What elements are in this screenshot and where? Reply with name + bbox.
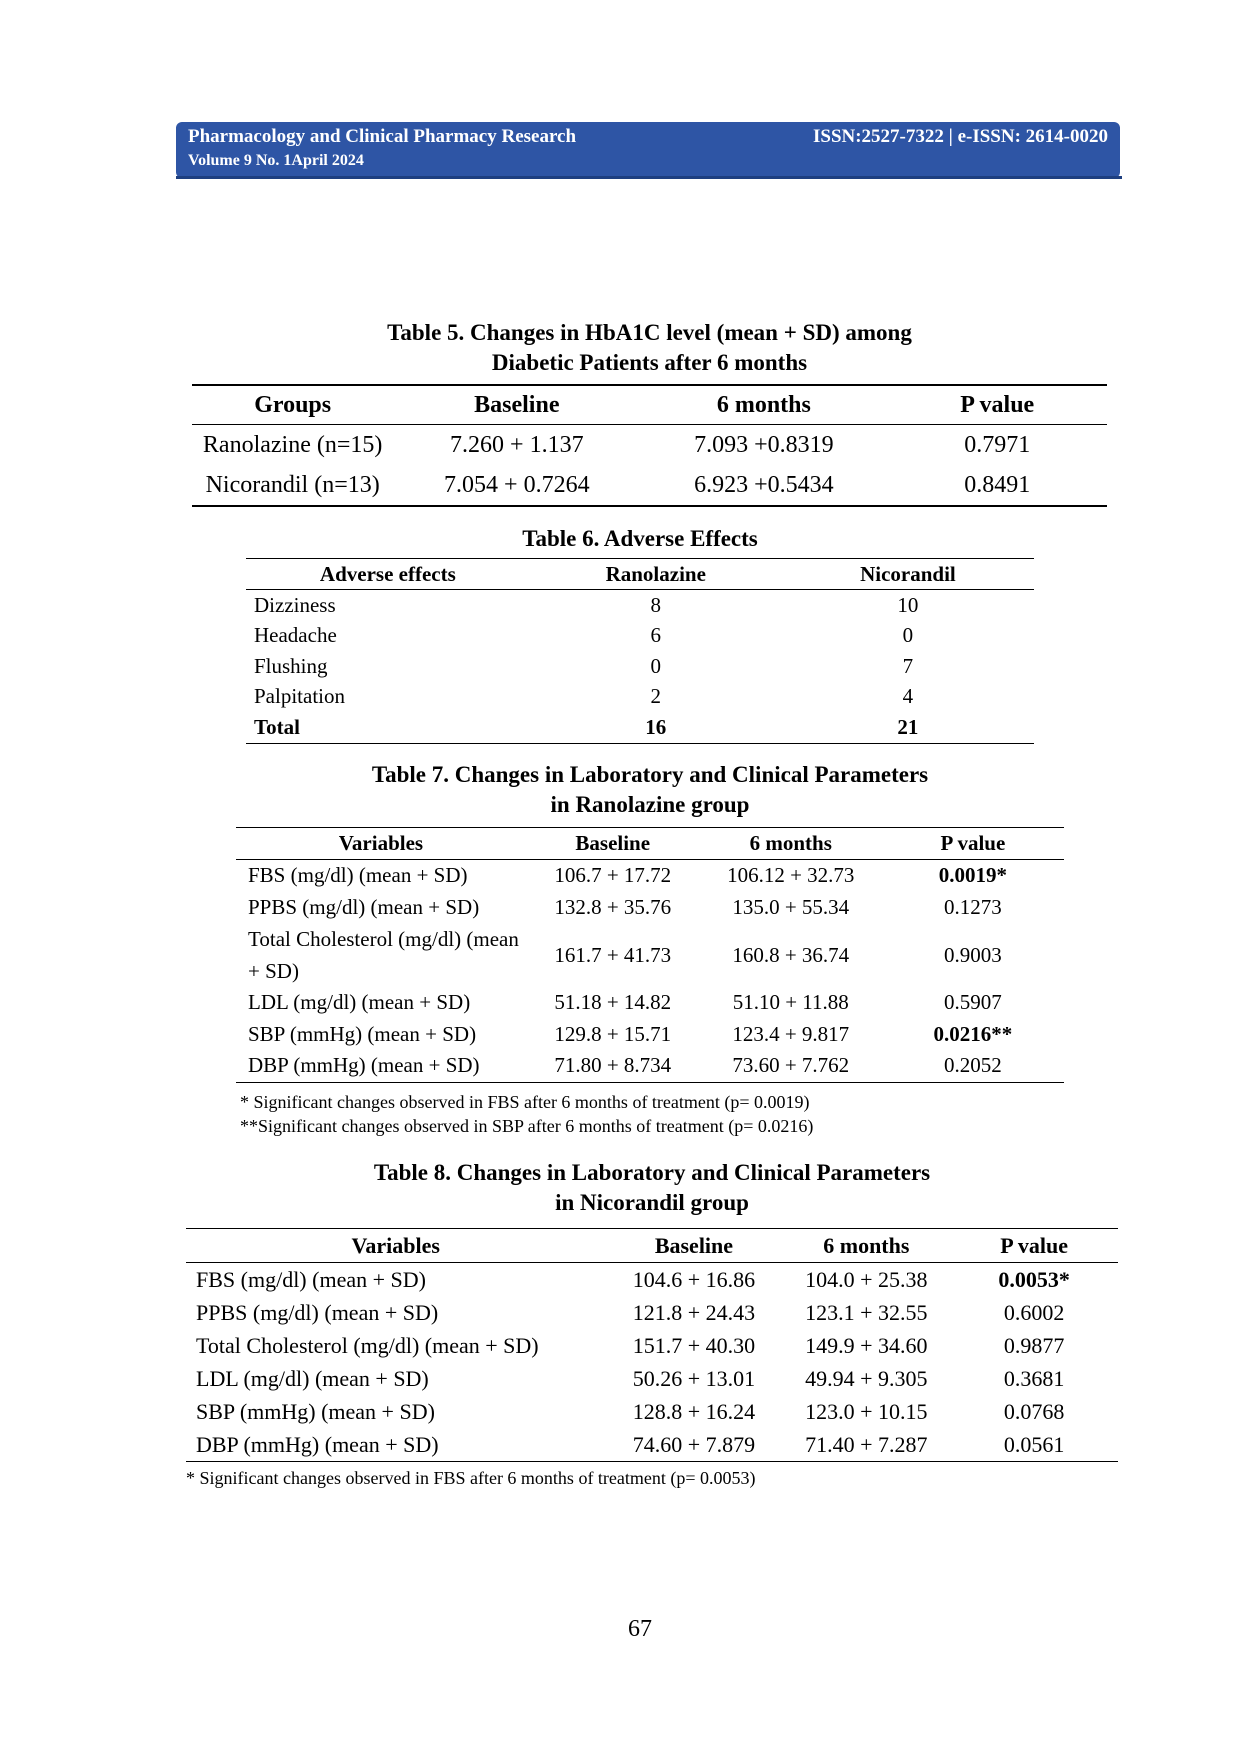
column-header: Variables <box>186 1229 605 1263</box>
table-total-row <box>246 712 1034 743</box>
table7-footnote-2: **Significant changes observed in SBP after 6 months of treatment (p= 0.0216) <box>240 1116 814 1136</box>
table7 <box>236 827 1064 1083</box>
table-cell: Headache <box>254 623 337 648</box>
table-cell: LDL (mg/dl) (mean + SD) <box>248 990 471 1015</box>
journal-header-bar <box>176 122 1120 178</box>
table-row <box>246 590 1034 621</box>
table6 <box>246 558 1034 744</box>
table-row <box>236 892 1064 924</box>
table-cell: 0.3681 <box>1003 1365 1065 1391</box>
table8-caption <box>186 1158 1118 1218</box>
table-cell: SBP (mmHg) (mean + SD) <box>196 1398 435 1424</box>
table-cell: DBP (mmHg) (mean + SD) <box>196 1431 439 1457</box>
table-row <box>236 860 1064 892</box>
table6-caption-text: Table 6. Adverse Effects <box>522 526 758 551</box>
table-cell: 6.923 +0.5434 <box>694 471 834 498</box>
table-cell: 0 <box>650 653 661 678</box>
table-cell: Flushing <box>254 653 328 678</box>
table-cell: FBS (mg/dl) (mean + SD) <box>248 863 468 888</box>
table-cell: 123.4 + 9.817 <box>732 1021 850 1046</box>
table-cell: 74.60 + 7.879 <box>632 1431 756 1457</box>
table-cell: PPBS (mg/dl) (mean + SD) <box>248 894 480 919</box>
table-cell: 71.40 + 7.287 <box>805 1431 928 1457</box>
table-header-row <box>186 1229 1118 1263</box>
column-header: 6 months <box>640 385 887 425</box>
column-header: Baseline <box>393 385 640 425</box>
table5-caption-line2: Diabetic Patients after 6 months <box>491 350 808 375</box>
table-cell: 151.7 + 40.30 <box>632 1332 756 1358</box>
table-cell: 0.0053* <box>998 1266 1070 1292</box>
column-header: 6 months <box>700 828 882 860</box>
table-row <box>186 1329 1118 1362</box>
table7-caption-line1: Table 7. Changes in Laboratory and Clinical Parameters <box>371 762 929 787</box>
table-cell: 7.260 + 1.137 <box>450 431 584 458</box>
table-cell: 149.9 + 34.60 <box>805 1332 928 1358</box>
table8-caption-line2: in Nicorandil group <box>555 1190 749 1215</box>
table-cell: 135.0 + 55.34 <box>732 894 850 919</box>
journal-issn: ISSN:2527-7322 | e-ISSN: 2614-0020 <box>812 126 1108 147</box>
table-cell: 6 <box>650 623 661 648</box>
table-header-row <box>192 385 1107 425</box>
column-header: Baseline <box>605 1229 782 1263</box>
table-cell: Nicorandil (n=13) <box>205 471 380 498</box>
table-cell: 104.0 + 25.38 <box>805 1266 928 1292</box>
column-header: Adverse effects <box>246 559 530 590</box>
table-cell: 7.054 + 0.7264 <box>444 471 590 498</box>
table-cell: 0.0561 <box>1003 1431 1065 1457</box>
table-cell: 123.1 + 32.55 <box>805 1299 928 1325</box>
table-cell: 0.7971 <box>964 431 1031 458</box>
table-cell: 7.093 +0.8319 <box>694 431 834 458</box>
column-header: Nicorandil <box>782 559 1034 590</box>
table-cell: 51.10 + 11.88 <box>732 990 849 1015</box>
table-cell: 106.7 + 17.72 <box>554 863 672 888</box>
column-header: Baseline <box>526 828 700 860</box>
table-cell: Ranolazine (n=15) <box>202 431 383 458</box>
table-cell: 0 <box>902 623 914 648</box>
table-cell: 104.6 + 16.86 <box>632 1266 756 1292</box>
table-cell: 161.7 + 41.73 <box>554 942 672 967</box>
table-header-row <box>246 559 1034 590</box>
table-cell: 0.9003 <box>944 942 1002 967</box>
table-cell: SBP (mmHg) (mean + SD) <box>248 1021 477 1046</box>
table7-caption-line2: in Ranolazine group <box>550 792 750 817</box>
table-cell: 51.18 + 14.82 <box>554 990 672 1015</box>
table6-caption <box>246 524 1034 554</box>
page-number: 67 <box>628 1616 652 1642</box>
table-cell: 50.26 + 13.01 <box>632 1365 756 1391</box>
table-cell: 123.0 + 10.15 <box>805 1398 928 1424</box>
table-cell: 0.0216** <box>933 1021 1013 1046</box>
table-cell: Palpitation <box>254 684 345 709</box>
table8-footnote: * Significant changes observed in FBS after 6 months of treatment (p= 0.0053) <box>186 1468 756 1488</box>
table-cell: PPBS (mg/dl) (mean + SD) <box>196 1299 439 1325</box>
table7-footnote-1: * Significant changes observed in FBS after 6 months of treatment (p= 0.0019) <box>240 1092 810 1112</box>
table8-caption-line1: Table 8. Changes in Laboratory and Clinical Parameters <box>373 1160 931 1185</box>
table-row <box>186 1395 1118 1428</box>
table-cell: 0.9877 <box>1003 1332 1065 1358</box>
table-cell: 0.1273 <box>944 894 1002 919</box>
table-cell: 49.94 + 9.305 <box>805 1365 928 1391</box>
table-row <box>186 1362 1118 1395</box>
table-cell: 0.2052 <box>944 1053 1002 1078</box>
table-row <box>246 682 1034 713</box>
table-cell: 0.0019* <box>938 863 1008 888</box>
column-header: P value <box>882 828 1064 860</box>
table-cell: 10 <box>897 592 919 617</box>
table5 <box>192 384 1107 507</box>
table-cell: FBS (mg/dl) (mean + SD) <box>196 1266 426 1292</box>
table-cell: LDL (mg/dl) (mean + SD) <box>196 1365 429 1391</box>
table-row <box>246 651 1034 682</box>
table-row <box>236 1019 1064 1051</box>
table5-caption-line1: Table 5. Changes in HbA1C level (mean + SD) among <box>387 320 912 345</box>
table-cell: 8 <box>650 592 661 617</box>
column-header: 6 months <box>782 1229 950 1263</box>
table-cell: 7 <box>902 653 914 678</box>
table-cell: 0.5907 <box>944 990 1002 1015</box>
table-cell: 4 <box>902 684 914 709</box>
table-cell: 132.8 + 35.76 <box>554 894 672 919</box>
table-cell: 0.6002 <box>1003 1299 1065 1325</box>
column-header: Variables <box>236 828 526 860</box>
table8 <box>186 1228 1118 1462</box>
table5-caption <box>192 318 1107 378</box>
table-row <box>236 1050 1064 1082</box>
table-header-row <box>236 828 1064 860</box>
journal-title: Pharmacology and Clinical Pharmacy Research <box>188 126 577 147</box>
table-row <box>186 1428 1118 1462</box>
table-cell: 129.8 + 15.71 <box>554 1021 672 1046</box>
table-cell: 73.60 + 7.762 <box>732 1053 850 1078</box>
column-header: P value <box>950 1229 1118 1263</box>
table-cell: DBP (mmHg) (mean + SD) <box>248 1053 480 1078</box>
table7-caption <box>236 760 1064 820</box>
table-row <box>192 425 1107 466</box>
journal-volume: Volume 9 No. 1April 2024 <box>188 152 364 169</box>
table-row <box>236 923 1064 987</box>
header-rule <box>176 176 1122 179</box>
table-cell: Dizziness <box>254 592 336 617</box>
table-cell: Total Cholesterol (mg/dl) (mean + SD) <box>196 1332 539 1358</box>
table-cell: Total <box>254 714 300 739</box>
column-header: Groups <box>192 385 393 425</box>
table-row <box>236 987 1064 1019</box>
table-cell: 106.12 + 32.73 <box>727 863 855 888</box>
table-cell: 121.8 + 24.43 <box>632 1299 756 1325</box>
table-cell: 21 <box>897 714 919 739</box>
column-header: P value <box>887 385 1107 425</box>
table-cell: 71.80 + 8.734 <box>554 1053 672 1078</box>
table-cell: 2 <box>650 684 661 709</box>
table-row <box>246 621 1034 652</box>
table-cell: 160.8 + 36.74 <box>732 942 850 967</box>
column-header: Ranolazine <box>530 559 782 590</box>
table-cell: 0.0768 <box>1003 1398 1065 1424</box>
table-cell: 16 <box>645 714 667 739</box>
table-cell: 128.8 + 16.24 <box>632 1398 756 1424</box>
table-row <box>186 1296 1118 1329</box>
table-row <box>186 1263 1118 1297</box>
table-row <box>192 465 1107 506</box>
table-cell: Total Cholesterol (mg/dl) (mean + SD) <box>248 927 519 983</box>
table-cell: 0.8491 <box>964 471 1031 498</box>
